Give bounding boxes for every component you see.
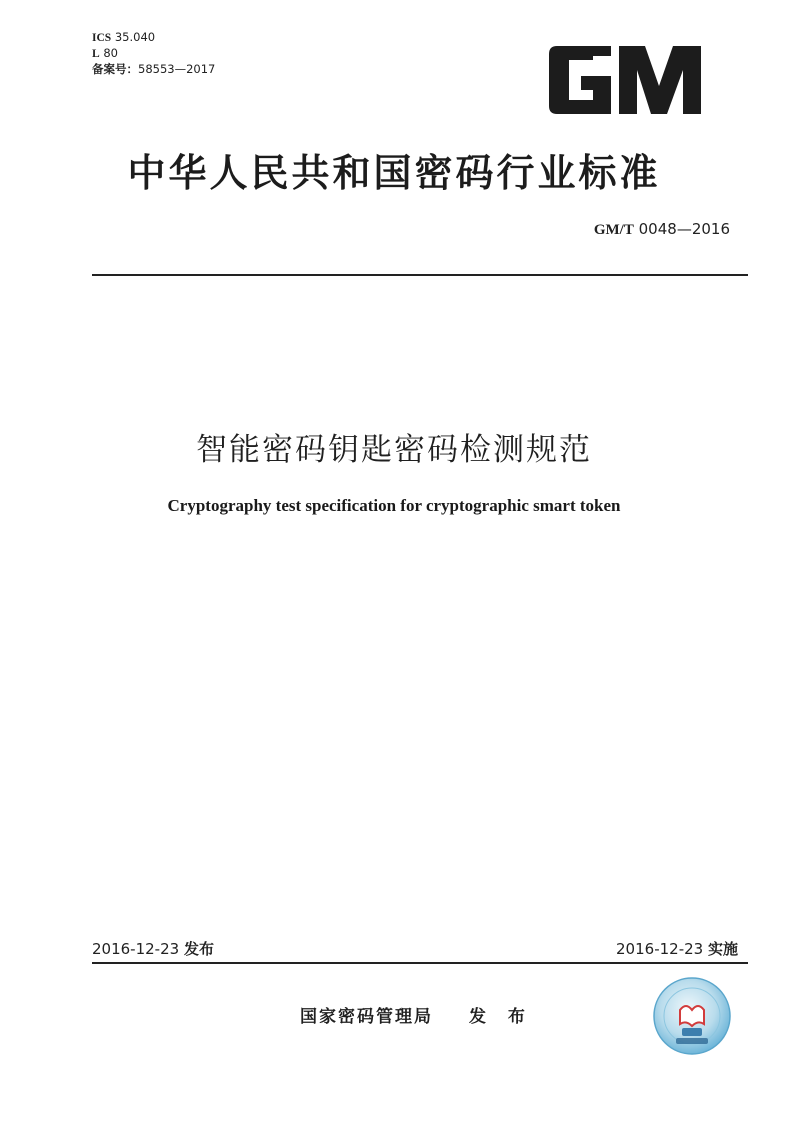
issue-date-label: 发布 — [183, 940, 214, 958]
standard-code: 0048—2016 — [638, 220, 730, 238]
publisher-name: 国家密码管理局 — [300, 1007, 433, 1027]
title-chinese: 智能密码钥匙密码检测规范 — [196, 432, 592, 468]
implement-date — [616, 938, 738, 959]
implement-date-value: 2016-12-23 — [616, 940, 704, 958]
publisher-line — [300, 1002, 533, 1027]
category-letter: L — [92, 48, 100, 60]
anti-counterfeit-seal-icon — [652, 976, 732, 1056]
gm-logo — [549, 42, 701, 118]
ics-label: ICS — [92, 32, 112, 44]
ics-code: 35.040 — [114, 30, 156, 44]
bottom-divider — [92, 962, 748, 964]
record-label: 备案号： — [92, 62, 138, 76]
title-english: Cryptography test specification for cryptographic smart token — [167, 496, 621, 515]
category-code: 80 — [103, 46, 118, 60]
top-divider — [92, 274, 748, 276]
standard-number — [594, 220, 730, 239]
record-number: 58553—2017 — [138, 62, 216, 76]
standard-prefix: GM/T — [593, 222, 634, 238]
issue-date — [92, 938, 214, 959]
ics-line — [92, 30, 215, 46]
publisher-issue-word: 发 布 — [469, 1007, 533, 1027]
category-line — [92, 46, 215, 62]
record-line — [92, 62, 215, 77]
implement-date-label: 实施 — [707, 940, 738, 958]
issue-date-value: 2016-12-23 — [92, 940, 180, 958]
classification-info — [92, 30, 215, 77]
org-title: 中华人民共和国密码行业标准 — [127, 151, 661, 195]
